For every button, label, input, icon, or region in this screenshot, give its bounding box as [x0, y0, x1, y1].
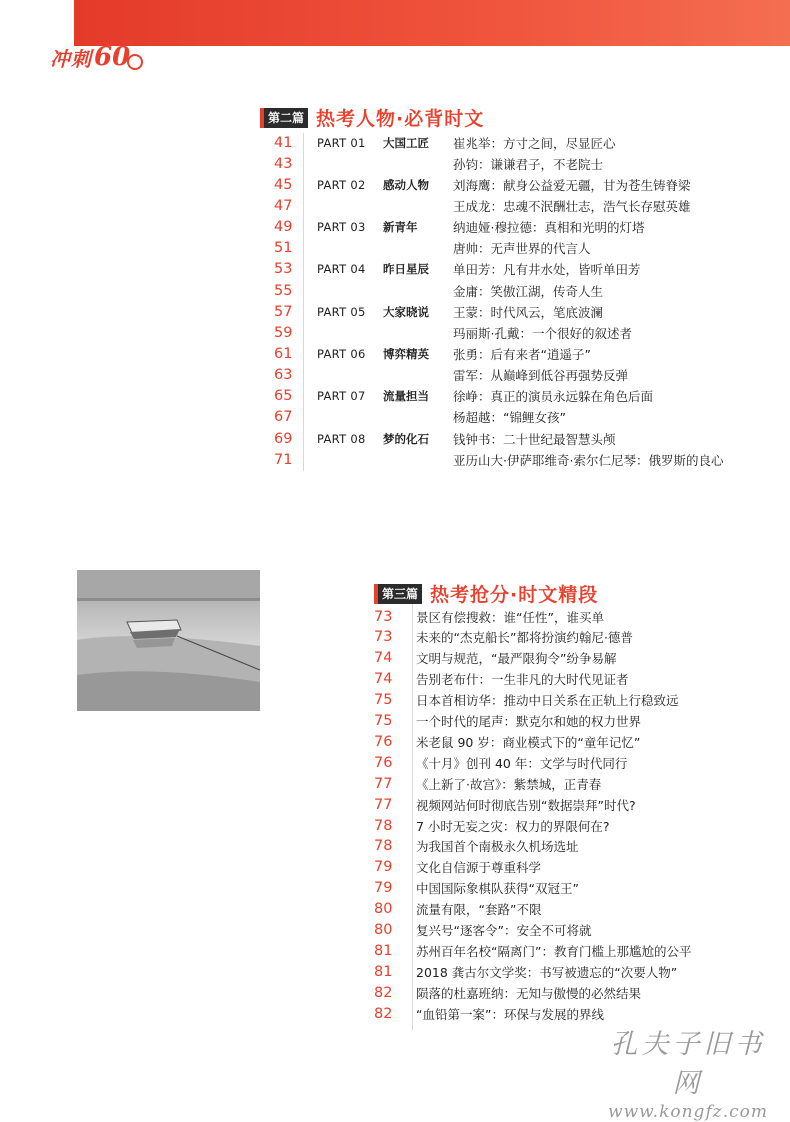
toc-row — [273, 386, 653, 407]
article-title: 玛丽斯·孔戴：一个很好的叙述者 — [453, 325, 632, 341]
page-number: 51 — [274, 240, 293, 257]
page-number: 76 — [374, 754, 393, 771]
toc-row — [370, 690, 679, 711]
brand-logo — [50, 40, 143, 74]
page-number: 78 — [374, 838, 393, 855]
page-number: 69 — [274, 430, 293, 447]
toc-row — [370, 669, 629, 690]
boat-photo-drawing — [77, 570, 260, 711]
article-title: 文化自信源于尊重科学 — [416, 860, 542, 876]
toc-row — [273, 407, 566, 428]
page-number: 55 — [274, 282, 293, 299]
toc-row — [370, 606, 604, 627]
article-title: 未来的“杰克船长”都将扮演约翰尼·德普 — [416, 630, 633, 646]
article-title: 亚历山大·伊萨耶维奇·索尔仁尼琴：俄罗斯的良心 — [453, 452, 724, 468]
toc-row — [273, 217, 644, 238]
page-number: 78 — [374, 817, 393, 834]
toc-row — [273, 280, 603, 301]
watermark-url: www.kongfz.com — [608, 1102, 768, 1122]
watermark-text: 孔夫子旧书网 — [610, 1029, 766, 1099]
toc-row — [273, 195, 691, 216]
page-number: 61 — [274, 346, 293, 362]
page-number: 76 — [374, 733, 393, 750]
article-title: 《十月》创刊 40 年：文学与时代同行 — [416, 755, 628, 771]
toc-row — [273, 365, 628, 386]
part-label: PART 06 — [317, 347, 366, 361]
boat-photo — [77, 570, 260, 711]
toc-row — [273, 132, 616, 153]
part-label: PART 07 — [317, 389, 366, 404]
page-number: 82 — [374, 984, 393, 1001]
page-number: 49 — [274, 219, 293, 236]
page-number: 80 — [374, 922, 393, 938]
page-number: 79 — [374, 880, 393, 897]
section-1-tag: 第二篇 — [260, 108, 308, 128]
toc-row — [273, 344, 591, 365]
page-number: 74 — [374, 671, 393, 688]
toc-row — [370, 711, 641, 732]
part-label: PART 02 — [317, 177, 366, 192]
article-title: 孙钧：谦谦君子，不老院士 — [453, 156, 604, 172]
category-label: 新青年 — [383, 220, 418, 235]
article-title: 唐帅：无声世界的代言人 — [453, 241, 591, 257]
category-label: 博弈精英 — [383, 347, 429, 361]
category-label: 大国工匠 — [383, 135, 429, 150]
article-title: 王蒙：时代风云，笔底波澜 — [453, 304, 604, 320]
toc-row — [273, 428, 616, 449]
toc-row — [370, 878, 579, 899]
toc-row — [370, 752, 627, 773]
toc-row — [273, 449, 723, 470]
toc-row — [370, 836, 579, 857]
toc-row — [370, 815, 610, 836]
article-title: 景区有偿搜救：谁“任性”，谁买单 — [416, 609, 604, 625]
toc-row — [370, 857, 541, 878]
category-label: 感动人物 — [383, 177, 429, 192]
section-1-header — [260, 104, 484, 131]
article-title: 张勇：后有来者“逍遥子” — [453, 347, 591, 362]
toc-row — [370, 627, 633, 648]
page-number: 53 — [274, 261, 293, 278]
part-label: PART 01 — [317, 135, 366, 150]
page-number: 75 — [374, 713, 393, 729]
page-number: 45 — [274, 176, 293, 193]
logo-ring-icon — [127, 54, 143, 70]
toc-row — [370, 899, 541, 920]
section-2-header — [374, 580, 598, 607]
part-label: PART 04 — [317, 262, 366, 277]
page-number: 74 — [374, 650, 393, 667]
page-number: 81 — [374, 963, 393, 980]
page-number: 77 — [374, 796, 393, 813]
article-title: 一个时代的尾声：默克尔和她的权力世界 — [416, 714, 642, 729]
page-number: 73 — [374, 629, 393, 646]
article-title: 徐峥：真正的演员永远躲在角色后面 — [453, 389, 654, 405]
category-label: 梦的化石 — [383, 431, 429, 446]
section-1-title: 热考人物·必背时文 — [316, 108, 485, 130]
toc-row — [273, 153, 603, 174]
article-title: 流量有限，“套路”不限 — [416, 902, 542, 918]
part-label: PART 03 — [317, 220, 366, 235]
article-title: 告别老布什：一生非凡的大时代见证者 — [416, 672, 629, 688]
logo-number: 60 — [94, 42, 131, 72]
toc-row — [273, 301, 603, 322]
watermark — [598, 1022, 778, 1122]
page-number: 82 — [374, 1005, 393, 1022]
page-number: 75 — [374, 692, 393, 709]
page-number: 57 — [274, 303, 293, 320]
article-title: “血铅第一案”：环保与发展的界线 — [416, 1006, 604, 1022]
toc-row — [370, 794, 636, 815]
toc-row — [370, 773, 601, 794]
page-number: 77 — [374, 775, 393, 792]
page-number: 63 — [274, 367, 293, 384]
page-number: 47 — [274, 197, 293, 214]
page-number: 81 — [374, 942, 393, 959]
article-title: 文明与规范，“最严限狗令”纷争易解 — [416, 651, 617, 667]
toc-row — [370, 982, 641, 1003]
top-color-band — [74, 0, 790, 46]
category-label: 大家晓说 — [383, 304, 429, 319]
article-title: 2018 龚古尔文学奖：书写被遗忘的“次要人物” — [416, 964, 678, 980]
page-number: 80 — [374, 901, 393, 918]
page-number: 41 — [274, 134, 293, 151]
page-number: 59 — [274, 324, 293, 341]
toc-row — [273, 259, 641, 280]
toc-row — [273, 238, 591, 259]
article-title: 苏州百年名校“隔离门”：教育门槛上那尴尬的公平 — [416, 943, 692, 959]
article-title: 雷军：从巅峰到低谷再强势反弹 — [453, 368, 629, 384]
toc-row — [370, 1003, 604, 1024]
page-number: 65 — [274, 388, 293, 405]
article-title: 陨落的杜嘉班纳：无知与傲慢的必然结果 — [416, 985, 642, 1001]
logo-text: 冲刺 — [50, 46, 92, 71]
toc-row — [370, 940, 691, 961]
article-title: 单田芳：凡有井水处，皆听单田芳 — [453, 262, 641, 278]
article-title: 日本首相访华：推动中日关系在正轨上行稳致远 — [416, 693, 679, 709]
article-title: 金庸：笑傲江湖，传奇人生 — [453, 283, 604, 299]
toc-row — [370, 648, 616, 669]
article-title: 7 小时无妄之灾：权力的界限何在? — [416, 818, 610, 834]
category-label: 昨日星辰 — [383, 262, 429, 277]
part-label: PART 08 — [317, 431, 366, 446]
section-2-title: 热考抢分·时文精段 — [430, 584, 599, 606]
article-title: 复兴号“逐客令”：安全不可将就 — [416, 923, 592, 938]
category-label: 流量担当 — [383, 389, 429, 404]
toc-row — [370, 961, 677, 982]
article-title: 崔兆举：方寸之间，尽显匠心 — [453, 135, 616, 151]
article-title: 视频网站何时彻底告别“数据崇拜”时代? — [416, 797, 636, 813]
article-title: 纳迪娅·穆拉德：真相和光明的灯塔 — [453, 220, 645, 236]
page-number: 73 — [374, 608, 393, 625]
article-title: 为我国首个南极永久机场选址 — [416, 839, 579, 855]
article-title: 钱钟书：二十世纪最智慧头颅 — [453, 431, 616, 447]
article-title: 杨超越：“锦鲤女孩” — [453, 410, 566, 426]
toc-row — [273, 174, 691, 195]
page-number: 79 — [374, 859, 393, 876]
toc-row — [370, 920, 591, 941]
article-title: 《上新了·故宫》：紫禁城，正青春 — [416, 776, 602, 792]
page-number: 71 — [274, 451, 293, 468]
page-number: 43 — [274, 155, 293, 172]
page-number: 67 — [274, 409, 293, 426]
article-title: 米老鼠 90 岁：商业模式下的“童年记忆” — [416, 734, 641, 750]
section-2-tag: 第三篇 — [374, 584, 422, 604]
toc-row — [370, 731, 640, 752]
part-label: PART 05 — [317, 304, 366, 319]
article-title: 刘海鹰：献身公益爱无疆，甘为苍生铸脊梁 — [453, 177, 691, 193]
article-title: 王成龙：忠魂不泯酬壮志，浩气长存慰英雄 — [453, 198, 691, 214]
toc-row — [273, 322, 632, 343]
article-title: 中国国际象棋队获得“双冠王” — [416, 881, 579, 897]
